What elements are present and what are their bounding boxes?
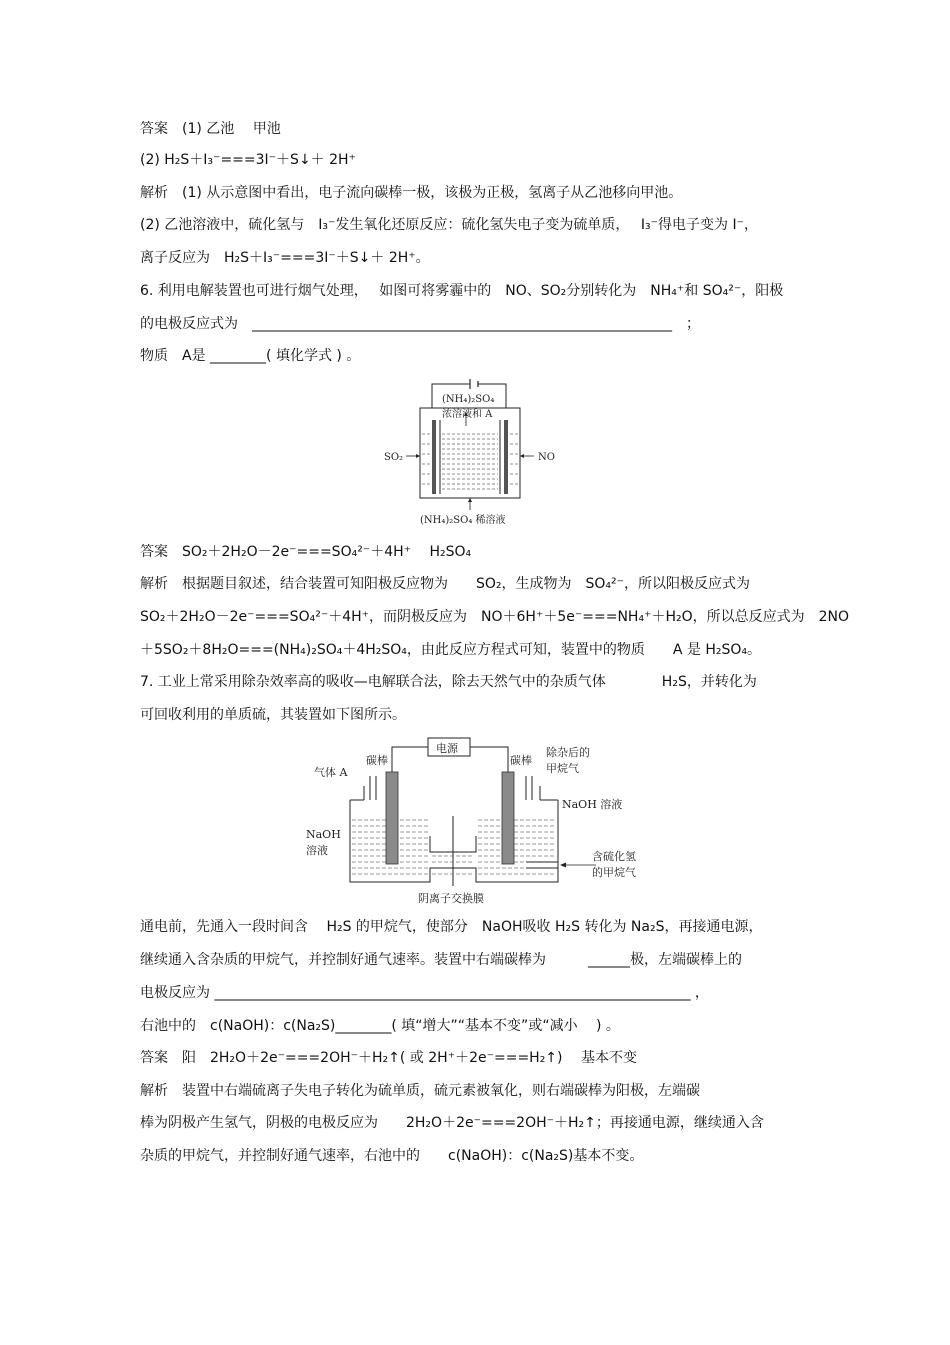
text-line-2: (2) H₂S＋I₃⁻===3I⁻＋S↓＋ 2H⁺ (140, 152, 356, 168)
text-line-5: 离子反应为 H₂S＋I₃⁻===3I⁻＋S↓＋ 2H⁺。 (140, 250, 430, 266)
fig2-left-solution-label-1: NaOH (306, 828, 341, 841)
fig2-membrane-label: 阴离子交换膜 (418, 892, 484, 905)
text-line-4: (2) 乙池溶液中，硫化氢与 I₃⁻发生氧化还原反应：硫化氢失电子变为硫单质， I₃⁻得电子变为 I⁻， (140, 217, 758, 233)
text-line-16: 继续通入含杂质的甲烷气，并控制好通气速率。装置中右端碳棒为 ______极，左端碳棒上的 (140, 952, 742, 968)
text-line-21: 棒为阴极产生氢气，阴极的电极反应为 2H₂O＋2e⁻===2OH⁻＋H₂↑；再接通电源，继续通入含 (140, 1115, 764, 1131)
text-line-20: 解析 装置中右端硫离子失电子转化为硫单质，硫元素被氧化，则右端碳棒为阳极，左端碳 (140, 1083, 700, 1099)
fig1-right-label: NO (538, 452, 555, 463)
fig1-left-label: SO₂ (384, 452, 404, 463)
text-line-12: ＋5SO₂＋8H₂O===(NH₄)₂SO₄＋4H₂SO₄，由此反应方程式可知，装置中的物质 A 是 H₂SO₄。 (140, 642, 762, 658)
electrolysis-figure-2 (300, 736, 650, 906)
fig1-top-label-2-text: 浓溶液和 A (442, 409, 493, 420)
fig1-top-label-1: (NH₄)₂SO₄ (442, 394, 495, 405)
fig2-gas-a-label: 气体 A (314, 766, 348, 779)
fig2-right-solution-label: NaOH 溶液 (562, 798, 623, 811)
text-line-14: 可回收利用的单质硫，其装置如下图所示。 (140, 707, 406, 723)
text-line-7: 的电极反应式为 ____________________________________________________________ ； (140, 316, 700, 332)
text-line-19: 答案 阳 2H₂O＋2e⁻===2OH⁻＋H₂↑( 或 2H⁺＋2e⁻===H₂↑) 基本不变 (140, 1050, 637, 1066)
text-line-1: 答案 (1) 乙池 甲池 (140, 121, 281, 137)
text-line-11: SO₂＋2H₂O－2e⁻===SO₄²⁻＋4H⁺，而阴极反应为 NO＋6H⁺＋5e⁻===NH₄⁺＋H₂O，所以总反应式为 2NO (140, 609, 850, 625)
fig2-out-gas-label-1: 除杂后的 (546, 746, 590, 759)
fig2-right-rod-label: 碳棒 (510, 754, 532, 767)
fig1-bottom-label: (NH₄)₂SO₄ 稀溶液 (420, 515, 506, 526)
fig2-power-label: 电源 (436, 742, 458, 755)
text-line-10: 解析 根据题目叙述，结合装置可知阳极反应物为 SO₂，生成物为 SO₄²⁻，所以阳极反应式为 (140, 576, 751, 592)
text-line-15: 通电前，先通入一段时间含 H₂S 的甲烷气，使部分 NaOH吸收 H₂S 转化为 Na₂S，再接通电源， (140, 919, 763, 935)
text-line-6: 6. 利用电解装置也可进行烟气处理， 如图可将雾霾中的 NO、SO₂分别转化为 NH₄⁺和 SO₄²⁻，阳极 (140, 283, 784, 299)
text-line-17: 电极反应为 ____________________________________________________________________ ， (140, 985, 709, 1001)
text-line-8: 物质 A是 ________( 填化学式 ) 。 (140, 348, 361, 364)
text-line-22: 杂质的甲烷气，并控制好通气速率，右池中的 c(NaOH)：c(Na₂S)基本不变。 (140, 1148, 644, 1164)
fig2-in-gas-label-1: 含硫化氢 (592, 850, 636, 863)
text-line-9: 答案 SO₂＋2H₂O－2e⁻===SO₄²⁻＋4H⁺ H₂SO₄ (140, 544, 472, 560)
fig2-left-rod-label: 碳棒 (366, 754, 388, 767)
fig2-in-gas-label-2: 的甲烷气 (592, 866, 636, 879)
fig2-out-gas-label-2: 甲烷气 (546, 762, 579, 775)
text-line-18: 右池中的 c(NaOH)：c(Na₂S)________( 填“增大”“基本不变”或“减小 ) 。 (140, 1018, 620, 1034)
text-line-3: 解析 (1) 从示意图中看出，电子流向碳棒一极，该极为正极，氢离子从乙池移向甲池。 (140, 185, 683, 201)
text-line-13: 7. 工业上常采用除杂效率高的吸收—电解联合法，除去天然气中的杂质气体 H₂S，并转化为 (140, 674, 757, 690)
fig2-left-solution-label-2: 溶液 (306, 844, 328, 857)
electrolysis-figure-1 (380, 378, 580, 530)
